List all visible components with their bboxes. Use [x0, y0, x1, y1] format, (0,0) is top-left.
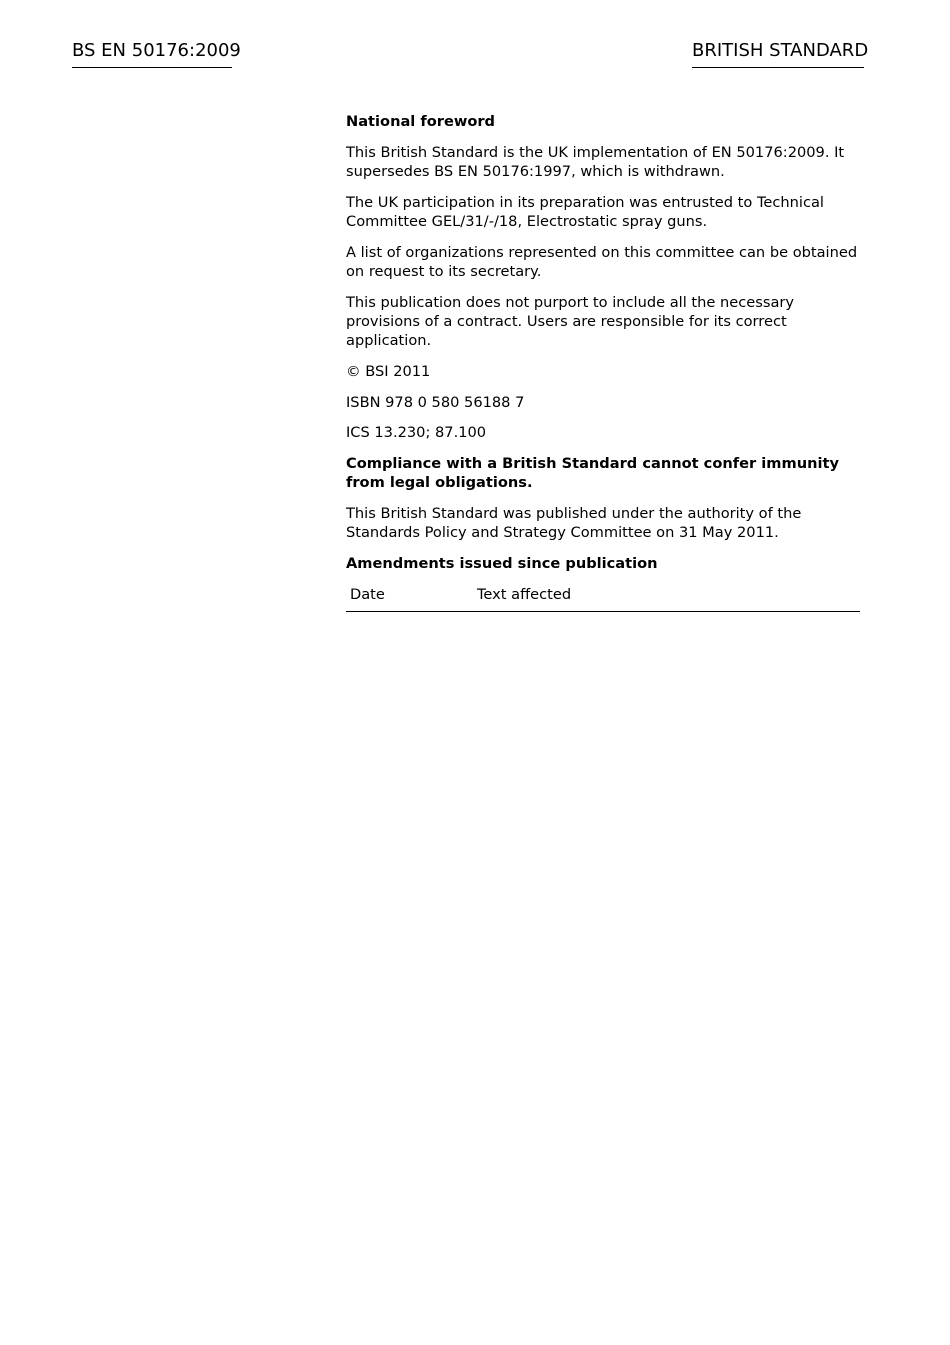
- document-number: BS EN 50176:2009: [72, 40, 232, 68]
- foreword-paragraph-organizations: A list of organizations represented on this committee can be obtained on request to its secretary.: [346, 243, 858, 280]
- foreword-title: National foreword: [346, 113, 496, 130]
- column-header-text-affected: Text affected: [473, 580, 860, 611]
- amendments-title: Amendments issued since publication: [346, 554, 658, 572]
- standard-type: BRITISH STANDARD: [692, 40, 864, 68]
- isbn-line: ISBN 978 0 580 56188 7: [346, 393, 525, 411]
- ics-line: ICS 13.230; 87.100: [346, 424, 487, 442]
- column-header-date: Date: [346, 580, 473, 611]
- foreword-paragraph-committee: The UK participation in its preparation was entrusted to Technical Committee GEL/31/-/18, Electrostatic spray guns.: [346, 193, 824, 230]
- national-foreword: [346, 112, 860, 612]
- amendments-header-row: [346, 580, 860, 611]
- foreword-paragraph-implementation: This British Standard is the UK implementation of EN 50176:2009. It supersedes BS EN 50176:1997, which is withdrawn.: [346, 143, 845, 180]
- compliance-statement: Compliance with a British Standard cannot confer immunity from legal obligations.: [346, 454, 839, 492]
- authority-statement: This British Standard was published under the authority of the Standards Policy and Strategy Committee on 31 May 2011.: [346, 504, 802, 542]
- foreword-paragraph-contract: This publication does not purport to include all the necessary provisions of a contract. Users are responsible for its correct application.: [346, 293, 795, 350]
- copyright-line: © BSI 2011: [346, 363, 431, 380]
- amendments-table: [346, 580, 860, 611]
